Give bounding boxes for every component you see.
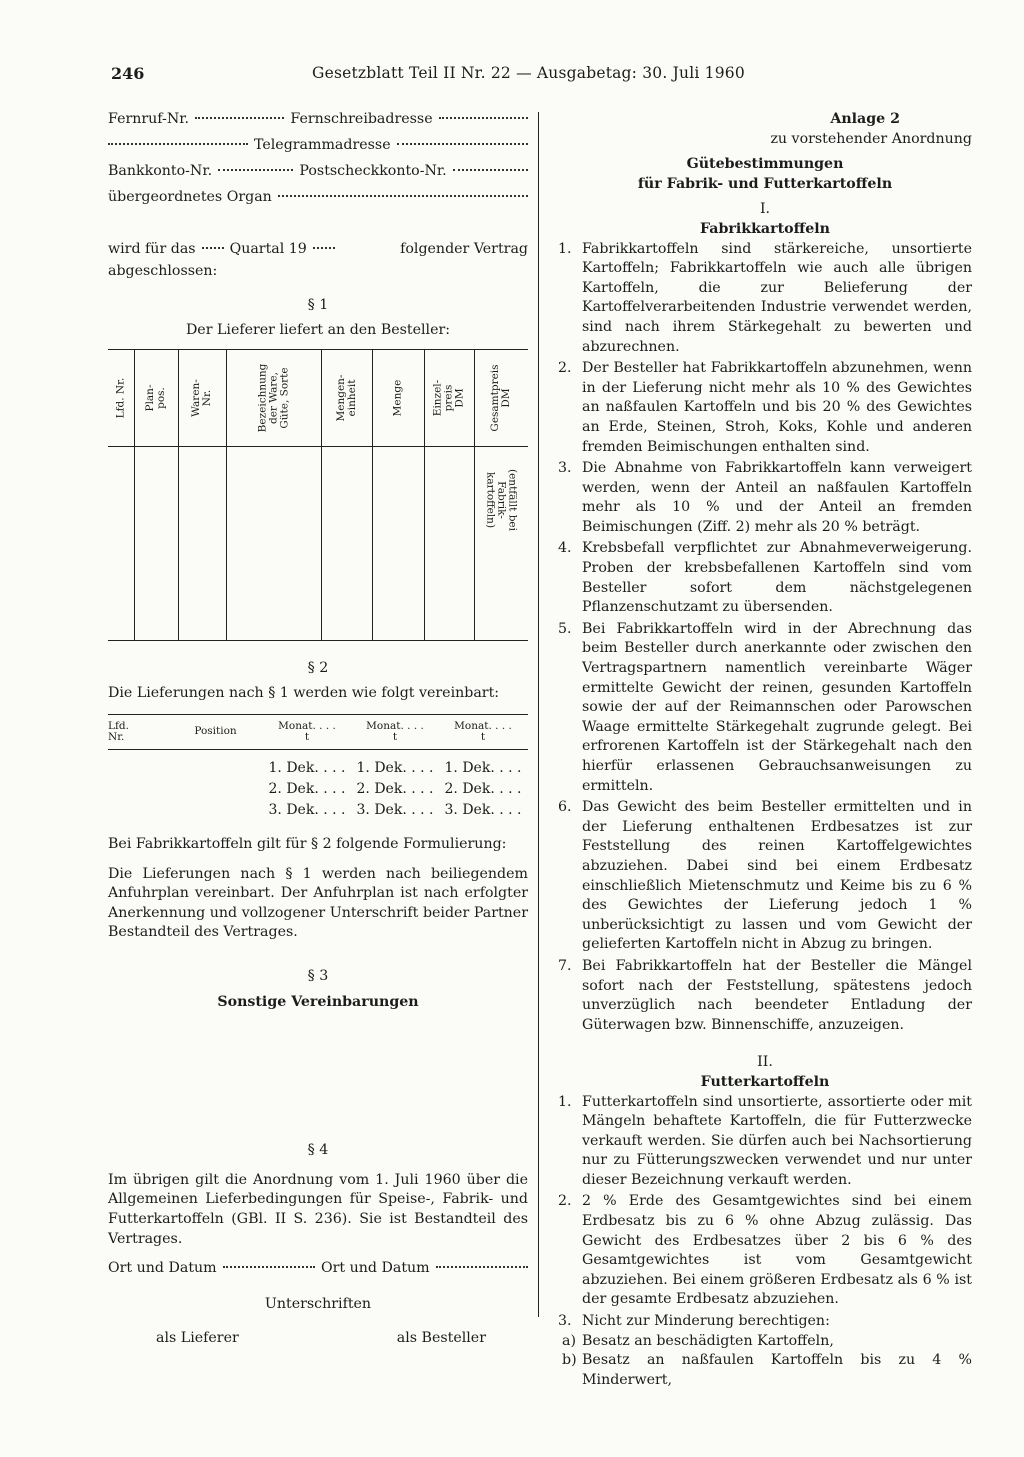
column-note: (entfällt bei Fabrik- kartoffeln)	[484, 468, 519, 531]
document-title-2: für Fabrik- und Futterkartoffeln	[637, 175, 893, 192]
section-3-title: Sonstige Vereinbarungen	[217, 993, 419, 1010]
fill-dots	[436, 1266, 528, 1268]
table-header-row	[108, 715, 528, 750]
list-item: 4. Krebsbefall verpflichtet zur Abnahmeverweigerung. Proben der krebsbefallenen Kartoffeln sind vom Besteller sofort dem nächstgelegenen Pflanzenschutzamt zu übersenden.	[558, 540, 972, 616]
table-cell: 3. Dek. . . .	[268, 801, 346, 818]
form-line-bankkonto	[108, 162, 528, 188]
table-column	[321, 350, 371, 640]
fill-dots	[397, 143, 528, 145]
list-item: 2. Der Besteller hat Fabrikkartoffeln abzunehmen, wenn in der Lieferung nicht mehr als 10 % des Gewichtes an naßfaulen Kartoffeln und bis 20 % des Gewichtes an Erde, Steinen, Stroh, Koks, Kohle und anderen fremden Beimischungen enthalten sind.	[558, 360, 972, 455]
table-column	[226, 350, 321, 640]
schedule-table	[108, 714, 528, 821]
customer-label: als Besteller	[396, 1329, 486, 1346]
list-item: 5. Bei Fabrikkartoffeln wird in der Abrechnung das beim Besteller durch anerkannte oder zwischen den Vertragspartnern namentlich vereinbarte Wäger ermittelte Gewicht der reinen, gesunden Kartoffeln sowie der auf der Reimannschen oder Parowschen Waage ermittelte Stärkegehalt zugrunde gelegt. Bei erfrorenen Kartoffeln ist der Stärkegehalt nach den hierfür erlassenen Gebrauchsanweisungen zu ermitteln.	[558, 620, 972, 794]
column-header: Lfd. Nr.	[114, 377, 127, 419]
list-item: 3. Die Abnahme von Fabrikkartoffeln kann verweigert werden, wenn der Anteil an naßfaulen Kartoffeln mehr als 10 % und der Anteil an fremden Beimischungen (Ziff. 2) mehr als 20 % beträgt.	[558, 460, 972, 535]
postscheck-label: Postscheckkonto-Nr.	[299, 163, 447, 179]
sub-item: b) Besatz an naßfaulen Kartoffeln bis zu 4 % Minderwert,	[562, 1352, 972, 1388]
fill-dots	[223, 1266, 315, 1268]
organ-label: übergeordnetes Organ	[108, 189, 272, 205]
fabrik-formulation-quote: Die Lieferungen nach § 1 werden nach beiliegendem Anfuhrplan vereinbart. Der Anfuhrplan ist nach erfolgter Anerkennung und vollzogener Unterschrift beider Partner Bestandteil des Vertrages.	[108, 865, 528, 941]
contract-prefix: wird für das	[108, 241, 196, 257]
table-cell: 3. Dek. . . .	[444, 801, 522, 818]
list-item: 7. Bei Fabrikkartoffeln hat der Besteller die Mängel sofort nach der Feststellung, spätestens jedoch unverzüglich nach beendeter Entladung der Güterwagen bzw. Binnenschiffe, anzuzeigen.	[558, 957, 972, 1033]
column-header: Waren- Nr.	[190, 378, 214, 417]
section-2-numeral: II.	[757, 1054, 773, 1071]
column-header: Mengen- einheit	[335, 374, 359, 422]
list-item: 2. 2 % Erde des Gesamtgewichtes sind bei einem Erdbesatz bis zu 6 % ohne Abzug zulässig. Das Gewicht des Erdbesatzes über 2 bis 6 % des Gesamtgewichtes ist vom Gesamtgewicht abzuziehen. Bei einem größeren Erdbesatz als 6 % ist der gesamte Erdbesatz abzuziehen.	[558, 1193, 972, 1308]
table-row	[108, 800, 528, 821]
table-cell: 3. Dek. . . .	[356, 801, 434, 818]
table-cell: 2. Dek. . . .	[268, 780, 346, 797]
column-header: Monat. . . . t	[278, 719, 336, 743]
fabrik-list	[558, 240, 972, 1036]
fill-dots	[218, 169, 293, 171]
ort-datum-label: Ort und Datum	[108, 1260, 217, 1277]
delivery-table	[108, 349, 528, 641]
fabrik-formulation-text: Bei Fabrikkartoffeln gilt für § 2 folgende Formulierung:	[108, 835, 507, 852]
table-column	[372, 350, 424, 640]
page-number: 246	[111, 64, 145, 83]
table-cell: 1. Dek. . . .	[356, 759, 434, 776]
ort-datum-label: Ort und Datum	[321, 1260, 430, 1277]
form-line-blank	[108, 214, 528, 240]
form-line-fernruf	[108, 110, 528, 136]
column-header: Plan- pos.	[144, 384, 168, 412]
section-2-title: Futterkartoffeln	[700, 1073, 830, 1090]
contract-line-2: abgeschlossen:	[108, 263, 218, 279]
running-title: Gesetzblatt Teil II Nr. 22 — Ausgabetag: 30. Juli 1960	[312, 64, 745, 82]
signatures-heading: Unterschriften	[264, 1296, 372, 1313]
futter-list	[558, 1093, 972, 1391]
bankkonto-label: Bankkonto-Nr.	[108, 163, 213, 179]
section-4-heading: § 4	[307, 1142, 329, 1159]
fill-dots	[108, 143, 248, 145]
table-cell: 2. Dek. . . .	[356, 780, 434, 797]
signature-labels	[108, 1329, 528, 1349]
column-header: Menge	[391, 379, 404, 417]
table-row	[108, 779, 528, 800]
column-header: Gesamtpreis DM	[489, 364, 513, 432]
fill-dots	[202, 247, 224, 249]
form-line-telegramm	[108, 136, 528, 162]
document-title-1: Gütebestimmungen	[686, 156, 844, 173]
page-header	[106, 64, 756, 88]
section-2-heading: § 2	[307, 659, 329, 676]
fill-dots	[313, 247, 335, 249]
sub-item: a) Besatz an beschädigten Kartoffeln,	[562, 1332, 834, 1349]
column-header: Monat. . . . t	[366, 719, 424, 743]
left-column	[108, 110, 528, 1348]
section-1-title: Fabrikkartoffeln	[700, 220, 830, 237]
list-item: 3. Nicht zur Minderung berechtigen:	[558, 1313, 830, 1330]
fill-dots	[195, 117, 284, 119]
table-cell: 1. Dek. . . .	[444, 759, 522, 776]
telegramm-label: Telegrammadresse	[254, 137, 391, 153]
table-column	[134, 350, 178, 640]
list-item: 1. Fabrikkartoffeln sind stärkereiche, unsortierte Kartoffeln; Fabrikkartoffeln wie auch alle übrigen Kartoffeln, die zur Belieferung der Kartoffelverarbeitenden Industrie verwendet werden, sind nach ihrem Stärkegehalt zu bewerten und abzurechnen.	[558, 240, 972, 355]
column-header: Lfd. Nr.	[108, 719, 129, 743]
fill-dots	[453, 169, 528, 171]
fernruf-label: Fernruf-Nr.	[108, 111, 189, 127]
section-2-text: Die Lieferungen nach § 1 werden wie folgt vereinbart:	[108, 685, 500, 702]
column-header: Position	[194, 725, 237, 738]
table-cell: 2. Dek. . . .	[444, 780, 522, 797]
annex-subtitle: zu vorstehender Anordnung	[770, 130, 972, 147]
contract-line	[108, 240, 528, 262]
blank-lines	[108, 1022, 528, 1117]
section-1-numeral: I.	[759, 201, 771, 218]
section-3-heading: § 3	[307, 967, 329, 984]
table-column	[178, 350, 226, 640]
place-date-line	[108, 1259, 528, 1285]
table-column	[424, 350, 474, 640]
right-column	[558, 110, 972, 1390]
table-row	[108, 758, 528, 779]
column-header: Bezeichnung der Ware, Güte, Sorte	[256, 363, 291, 433]
form-line-organ	[108, 188, 528, 214]
section-4-text: Im übrigen gilt die Anordnung vom 1. Juli 1960 über die Allgemeinen Lieferbedingungen für Speise-, Fabrik- und Futterkartoffeln (GBl. II S. 236). Sie ist Bestandteil des Vertrages.	[108, 1171, 528, 1247]
column-header: Monat. . . . t	[454, 719, 512, 743]
list-item: 6. Das Gewicht des beim Besteller ermittelten und in der Lieferung enthaltenen Erdbesatzes ist zur Feststellung des reinen Kartoffelgewichtes abzuziehen. Dabei sind bei einem Erdbesatz einschließlich Mietenschmutz und Keime bis zu 6 % des Gewichtes der Lieferung jedoch 1 % unberücksichtigt zu lassen und vom Gewicht der gelieferten Kartoffeln nicht in Abzug zu bringen.	[558, 799, 972, 953]
table-cell: 1. Dek. . . .	[268, 759, 346, 776]
supplier-label: als Lieferer	[156, 1329, 239, 1346]
table-column	[474, 350, 528, 640]
section-1-heading: § 1	[307, 296, 329, 313]
fill-dots	[439, 117, 528, 119]
section-1-text: Der Lieferer liefert an den Besteller:	[185, 322, 451, 339]
contract-suffix: folgender Vertrag	[400, 241, 528, 257]
column-header: Einzel- preis DM	[431, 379, 466, 416]
annex-title: Anlage 2	[830, 111, 900, 127]
fill-dots	[278, 195, 528, 197]
contract-quartal: Quartal 19	[229, 241, 307, 257]
table-column	[108, 350, 134, 640]
column-divider	[538, 112, 539, 1317]
fernschreib-label: Fernschreibadresse	[290, 111, 433, 127]
list-item: 1. Futterkartoffeln sind unsortierte, assortierte oder mit Mängeln behaftete Kartoffeln, die für Futterzwecke verkauft werden. Sie dürfen auch bei Nachsortierung nur zu Fütterungszwecken verwendet und nur unter dieser Bezeichnung verkauft werden.	[558, 1093, 972, 1188]
